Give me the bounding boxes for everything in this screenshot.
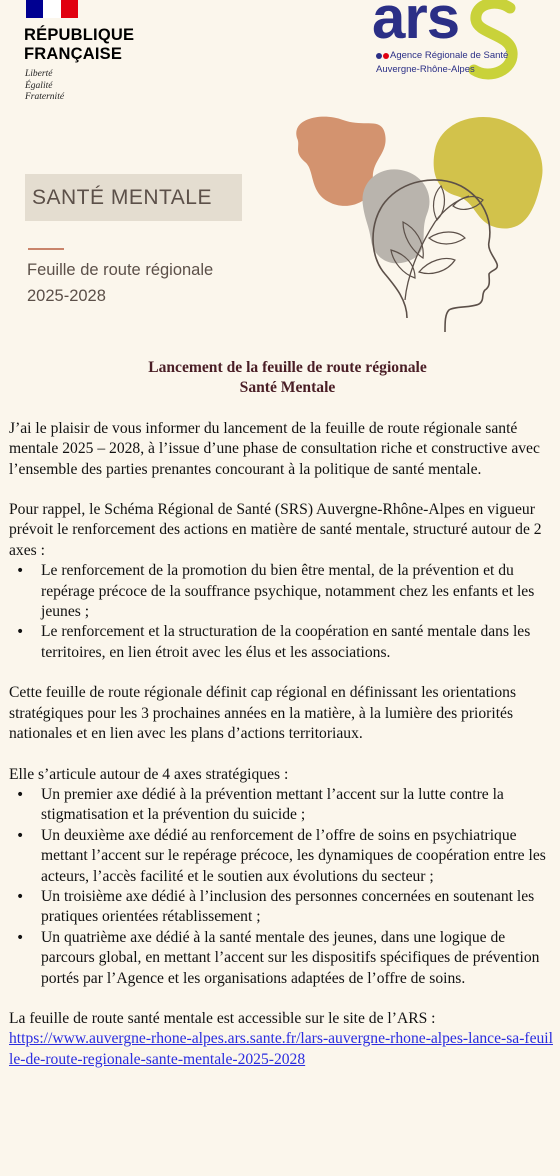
rf-motto-fraternite: Fraternité <box>25 92 65 102</box>
rf-title-line1: RÉPUBLIQUE <box>24 26 135 44</box>
list-item: • Un deuxième axe dédié au renforcement de l’offre de soins en psychiatrique mettant l’accent sur le repérage précoce, les dynamiques de coopération entre les acteurs, l’accès facilité et le soutien aux évolutions du secteur ; <box>9 826 554 887</box>
intro-paragraph: J’ai le plaisir de vous informer du lancement de la feuille de route régionale santé mentale 2025 – 2028, à l’issue d’une phase de consultation riche et constructive avec l’ensemble des parties prenantes concourant à la politique de santé mentale. <box>9 419 540 478</box>
list-item: • Un troisième axe dédié à l’inclusion des personnes concernées en soutenant les pratiques orientées rétablissement ; <box>9 887 554 928</box>
ars-region-name: Auvergne-Rhône-Alpes <box>376 64 475 75</box>
banner-subtitle-line1: Feuille de route régionale <box>27 261 214 279</box>
rf-motto <box>25 69 64 104</box>
axes-intro-paragraph: Elle s’articule autour de 4 axes stratégiques : <box>9 765 289 783</box>
article <box>9 358 554 1070</box>
list-item: • Le renforcement de la promotion du bien être mental, de la prévention et du repérage précoce de la souffrance psychique, notamment chez les enfants et les jeunes ; <box>9 561 554 622</box>
ars-logo <box>372 0 532 90</box>
strategic-axes-list <box>9 785 554 989</box>
head-with-leaves-illustration <box>285 110 560 340</box>
rf-title <box>24 26 134 64</box>
article-heading <box>21 358 554 399</box>
french-flag-icon <box>26 0 78 18</box>
ars-wordmark: ars <box>372 0 460 51</box>
banner-title-box <box>25 174 242 221</box>
banner-divider <box>28 248 64 250</box>
rf-title-line2: FRANÇAISE <box>24 45 123 63</box>
srs-intro-paragraph: Pour rappel, le Schéma Régional de Santé (SRS) Auvergne-Rhône-Alpes en vigueur prévoit le renforcement des actions en matière de santé mentale, structuré autour de 2 axes : <box>9 501 542 559</box>
list-item: • Un quatrième axe dédié à la santé mentale des jeunes, dans une logique de parcours global, en mettant l’accent sur les dispositifs spécifiques de prévention portés par l’Agence et les organisations adaptées de l’offre de soins. <box>9 928 554 989</box>
article-heading-line2: Santé Mentale <box>239 379 336 397</box>
republique-francaise-logo <box>22 0 162 110</box>
feuille-de-route-link[interactable]: https://www.auvergne-rhone-alpes.ars.sante.fr/lars-auvergne-rhone-alpes-lance-sa-feuille-de-route-regionale-sante-mentale-2025-2028 <box>9 1030 553 1068</box>
srs-axes-list <box>9 561 554 663</box>
list-item: • Le renforcement et la structuration de la coopération en santé mentale dans les territoires, en lien étroit avec les élus et les associations. <box>9 622 554 663</box>
rf-motto-liberte: Liberté <box>25 69 53 79</box>
banner-subtitle-line2: 2025-2028 <box>27 287 106 305</box>
banner-title: SANTÉ MENTALE <box>32 186 212 209</box>
ars-dots-icon <box>376 52 390 60</box>
cap-paragraph: Cette feuille de route régionale définit cap régional en définissant les orientations stratégiques pour les 3 prochaines années en la matière, à la lumière des priorités nationales et en lien avec les plans d’actions territoriaux. <box>9 684 517 743</box>
ars-green-s-icon <box>466 0 526 86</box>
rf-motto-egalite: Égalité <box>25 80 53 91</box>
article-heading-line1: Lancement de la feuille de route régionale <box>148 359 427 376</box>
banner <box>0 110 560 340</box>
access-paragraph <box>9 1009 554 1070</box>
list-item: • Un premier axe dédié à la prévention mettant l’accent sur la lutte contre la stigmatisation et la prévention du suicide ; <box>9 785 554 826</box>
header <box>0 0 560 110</box>
access-text: La feuille de route santé mentale est accessible sur le site de l’ARS : <box>9 1009 436 1027</box>
ars-agency-name: Agence Régionale de Santé <box>390 50 509 61</box>
